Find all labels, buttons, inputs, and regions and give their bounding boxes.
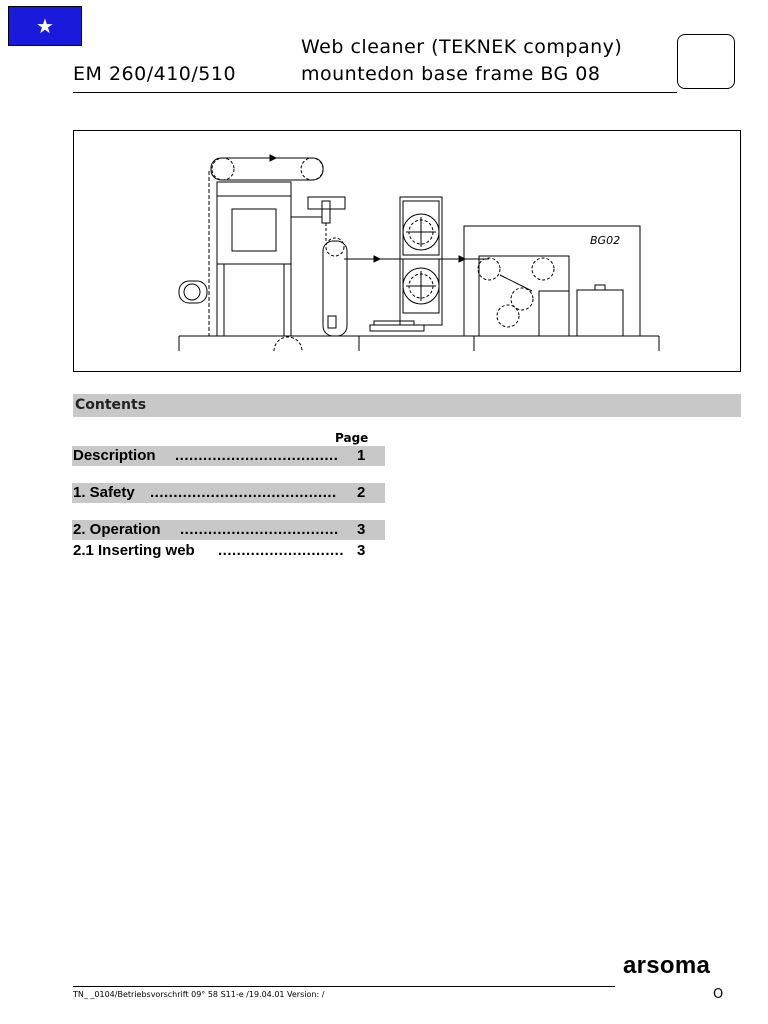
header-corner-box — [677, 34, 735, 89]
toc-entry-page: 2 — [357, 484, 366, 501]
document-title-line1: Web cleaner (TEKNEK company) — [301, 36, 623, 58]
toc-entry-page: 3 — [357, 542, 366, 559]
toc-entry-leader: ........................... — [218, 542, 345, 559]
toc-entry-title: Description — [73, 447, 156, 464]
flag-logo — [8, 6, 82, 46]
toc-entry[interactable] — [72, 446, 385, 466]
toc-entry-page: 3 — [357, 521, 366, 538]
drawing-label: BG02 — [590, 234, 621, 247]
toc-entry[interactable] — [72, 541, 385, 561]
toc-entry-leader: ........................................ — [150, 484, 337, 501]
brand-logo: arsoma — [623, 952, 711, 979]
contents-heading-bar — [73, 394, 741, 417]
toc-entry-leader: ................................... — [175, 447, 339, 464]
toc-entry-page: 1 — [357, 447, 366, 464]
toc-entry[interactable] — [72, 520, 385, 540]
model-number: EM 260/410/510 — [73, 63, 237, 85]
toc-entry-title: 2. Operation — [73, 521, 161, 538]
machine-drawing — [73, 130, 741, 372]
machine-drawing-svg — [74, 131, 742, 373]
toc-entry[interactable] — [72, 483, 385, 503]
contents-heading: Contents — [75, 397, 147, 413]
page-column-label: Page — [335, 431, 369, 445]
toc-entry-title: 2.1 Inserting web — [73, 542, 195, 559]
toc-entry-leader: .................................. — [180, 521, 339, 538]
page-number: O — [713, 987, 724, 1002]
star-icon: ★ — [36, 14, 54, 38]
document-title-line2: mountedon base frame BG 08 — [301, 63, 601, 85]
toc-entry-title: 1. Safety — [73, 484, 135, 501]
footer-divider — [73, 986, 615, 987]
document-reference: TN_ _0104/Betriebsvorschrift 09° 58 S11-e /19.04.01 Version: / — [73, 990, 325, 999]
header-divider — [73, 92, 677, 93]
